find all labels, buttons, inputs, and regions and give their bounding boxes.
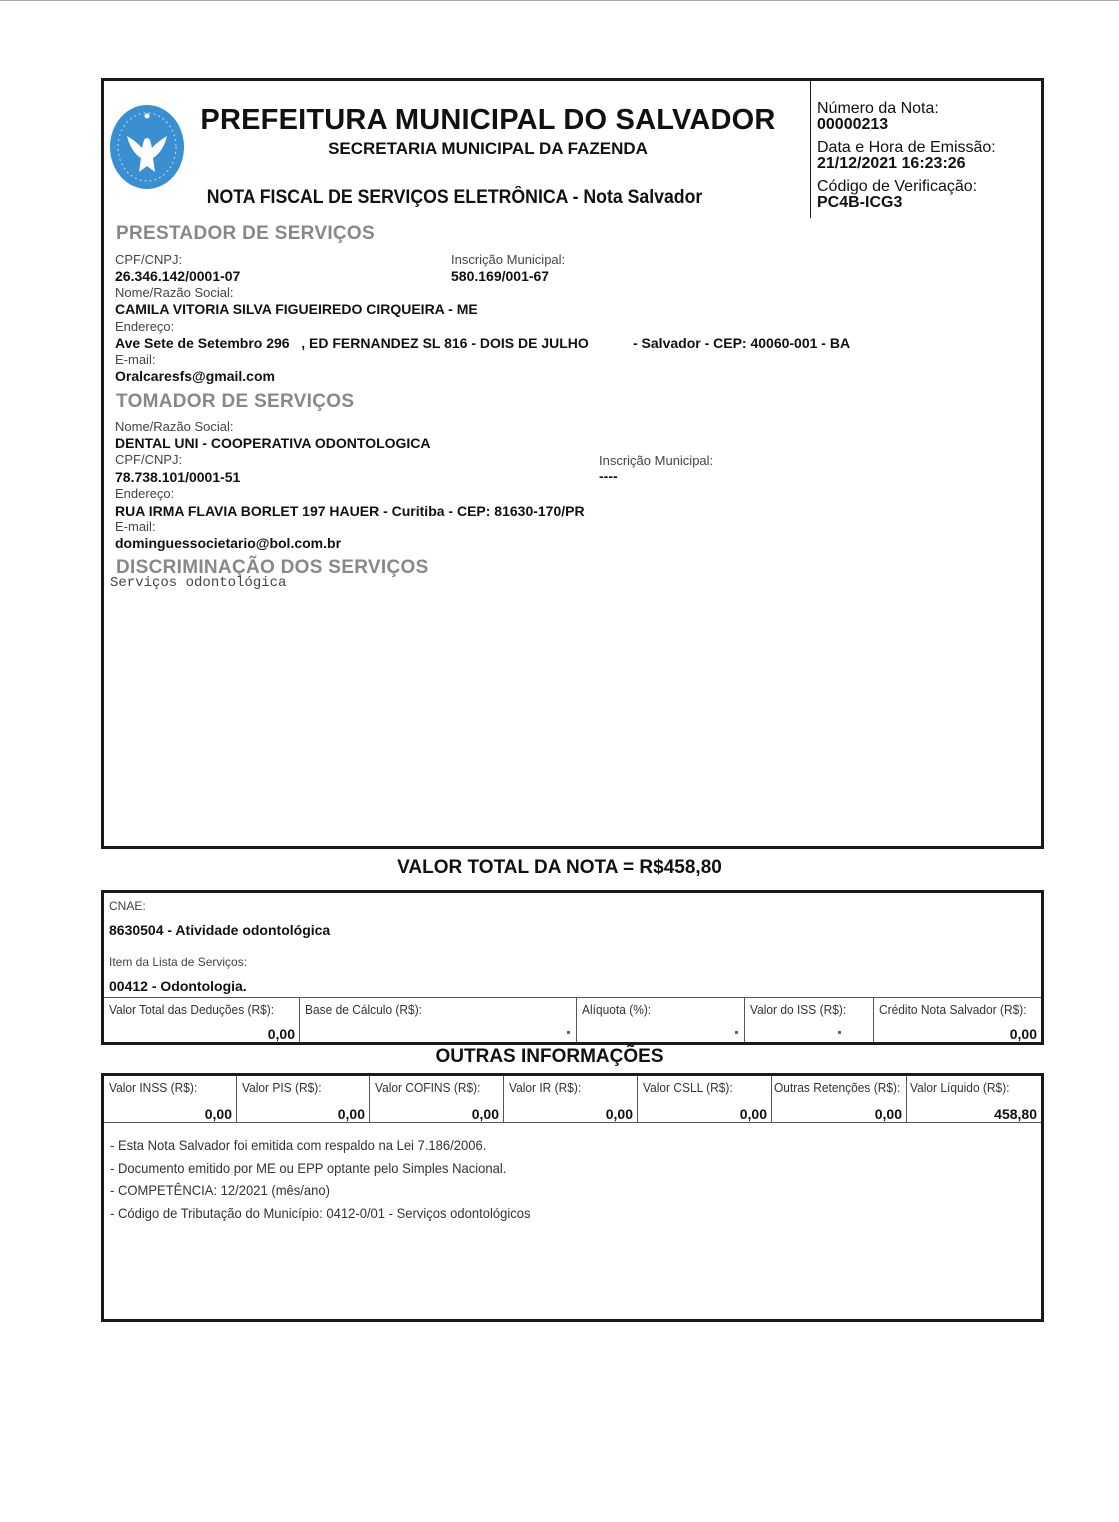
note-law: - Esta Nota Salvador foi emitida com respaldo na Lei 7.186/2006. bbox=[110, 1137, 487, 1153]
provider-address-city: - Salvador - CEP: 40060-001 - BA bbox=[633, 335, 851, 351]
note-number-label: Número da Nota: bbox=[817, 100, 939, 117]
provider-name-value: CAMILA VITORIA SILVA FIGUEIREDO CIRQUEIRA - ME bbox=[115, 301, 478, 317]
service-description-text: Serviços odontológica bbox=[110, 575, 287, 591]
rate-value bbox=[735, 1031, 738, 1034]
customer-email-label: E-mail: bbox=[115, 519, 156, 534]
customer-section bbox=[101, 386, 1044, 554]
provider-email-label: E-mail: bbox=[115, 352, 156, 367]
provider-section-title: PRESTADOR DE SERVIÇOS bbox=[116, 223, 375, 244]
inss-cell bbox=[104, 1076, 237, 1122]
other-info-section bbox=[101, 1073, 1044, 1322]
provider-cnpj-label: CPF/CNPJ: bbox=[115, 252, 183, 267]
calculation-base-cell bbox=[300, 998, 577, 1042]
withholdings-row bbox=[104, 1076, 1041, 1123]
service-list-item-label: Item da Lista de Serviços: bbox=[109, 955, 248, 969]
ir-value: 0,00 bbox=[605, 1106, 633, 1122]
cnae-label: CNAE: bbox=[109, 899, 146, 913]
customer-section-title: TOMADOR DE SERVIÇOS bbox=[116, 391, 355, 412]
iss-value-value bbox=[838, 1031, 841, 1034]
provider-cnpj-value: 26.346.142/0001-07 bbox=[115, 268, 241, 284]
page-subtitle: SECRETARIA MUNICIPAL DA FAZENDA bbox=[328, 139, 648, 158]
salvador-credit-value: 0,00 bbox=[1009, 1026, 1037, 1042]
net-value-cell bbox=[907, 1076, 1041, 1122]
deductions-value: 0,00 bbox=[267, 1026, 295, 1042]
other-retentions-cell bbox=[772, 1076, 907, 1122]
customer-cnpj-label: CPF/CNPJ: bbox=[115, 452, 183, 467]
net-value-value: 458,80 bbox=[994, 1106, 1037, 1122]
deductions-cell bbox=[104, 998, 300, 1042]
customer-email-value: dominguessocietario@bol.com.br bbox=[115, 535, 342, 551]
note-simples-nacional: - Documento emitido por ME ou EPP optante pelo Simples Nacional. bbox=[110, 1159, 507, 1176]
salvador-credit-label: Crédito Nota Salvador (R$): bbox=[879, 1002, 1027, 1017]
service-description-title: DISCRIMINAÇÃO DOS SERVIÇOS bbox=[116, 557, 429, 578]
customer-municipal-registration-label: Inscrição Municipal: bbox=[599, 453, 714, 468]
csll-label: Valor CSLL (R$): bbox=[643, 1080, 733, 1095]
customer-name-value: DENTAL UNI - COOPERATIVA ODONTOLOGICA bbox=[115, 435, 431, 451]
invoice-header bbox=[101, 78, 1044, 220]
customer-address-value: RUA IRMA FLAVIA BORLET 197 HAUER - Curitiba - CEP: 81630-170/PR bbox=[115, 503, 585, 519]
other-retentions-label: Outras Retenções (R$): bbox=[774, 1080, 901, 1095]
net-value-label: Valor Líquido (R$): bbox=[910, 1080, 1010, 1095]
provider-address-label: Endereço: bbox=[115, 319, 175, 334]
ir-label: Valor IR (R$): bbox=[509, 1080, 582, 1095]
header-divider bbox=[810, 81, 811, 218]
iss-value-label: Valor do ISS (R$): bbox=[750, 1002, 847, 1017]
inss-label: Valor INSS (R$): bbox=[109, 1080, 198, 1095]
cofins-value: 0,00 bbox=[471, 1106, 499, 1122]
provider-name-label: Nome/Razão Social: bbox=[115, 285, 234, 300]
customer-address-label: Endereço: bbox=[115, 486, 175, 501]
salvador-credit-cell bbox=[874, 998, 1041, 1042]
cofins-cell bbox=[370, 1076, 504, 1122]
page-title: PREFEITURA MUNICIPAL DO SALVADOR bbox=[200, 104, 776, 136]
service-details-section bbox=[101, 890, 1044, 1045]
note-competencia: - COMPETÊNCIA: 12/2021 (mês/ano) bbox=[110, 1182, 330, 1198]
tax-fields-row bbox=[104, 997, 1041, 1042]
pis-value: 0,00 bbox=[337, 1106, 365, 1122]
service-description-section bbox=[101, 552, 1044, 849]
deductions-label: Valor Total das Deduções (R$): bbox=[109, 1002, 275, 1017]
csll-cell bbox=[638, 1076, 772, 1122]
iss-value-cell bbox=[745, 998, 874, 1042]
customer-name-label: Nome/Razão Social: bbox=[115, 419, 234, 434]
ir-cell bbox=[504, 1076, 638, 1122]
customer-municipal-registration-value: ---- bbox=[599, 468, 618, 484]
issue-date-label: Data e Hora de Emissão: bbox=[817, 139, 996, 156]
invoice-total: VALOR TOTAL DA NOTA = R$458,80 bbox=[397, 857, 722, 878]
provider-municipal-registration-label: Inscrição Municipal: bbox=[451, 252, 566, 267]
calculation-base-label: Base de Cálculo (R$): bbox=[305, 1002, 422, 1017]
cofins-label: Valor COFINS (R$): bbox=[375, 1080, 481, 1095]
provider-section bbox=[101, 218, 1044, 388]
pis-label: Valor PIS (R$): bbox=[242, 1080, 322, 1095]
verification-code-label: Código de Verificação: bbox=[817, 178, 978, 195]
document-type: NOTA FISCAL DE SERVIÇOS ELETRÔNICA - Nota Salvador bbox=[206, 187, 703, 208]
provider-address-value: Ave Sete de Setembro 296 , ED FERNANDEZ SL 816 - DOIS DE JULHO bbox=[115, 335, 589, 351]
note-number-value: 00000213 bbox=[817, 116, 889, 133]
provider-municipal-registration-value: 580.169/001-67 bbox=[451, 268, 550, 284]
verification-code-value: PC4B-ICG3 bbox=[817, 194, 903, 211]
service-list-item-value: 00412 - Odontologia. bbox=[109, 978, 247, 994]
note-tax-code: - Código de Tributação do Município: 0412-0/01 - Serviços odontológicos bbox=[110, 1204, 531, 1221]
csll-value: 0,00 bbox=[739, 1106, 767, 1122]
cnae-value: 8630504 - Atividade odontológica bbox=[109, 922, 331, 938]
rate-cell bbox=[577, 998, 745, 1042]
provider-email-value: Oralcaresfs@gmail.com bbox=[115, 368, 275, 384]
inss-value: 0,00 bbox=[204, 1106, 232, 1122]
customer-cnpj-value: 78.738.101/0001-51 bbox=[115, 469, 241, 485]
other-info-title: OUTRAS INFORMAÇÕES bbox=[435, 1046, 664, 1067]
rate-label: Alíquota (%): bbox=[582, 1002, 652, 1017]
pis-cell bbox=[237, 1076, 370, 1122]
calculation-base-value bbox=[567, 1031, 570, 1034]
other-retentions-value: 0,00 bbox=[874, 1106, 902, 1122]
other-info-notes bbox=[110, 1134, 531, 1224]
issue-date-value: 21/12/2021 16:23:26 bbox=[817, 155, 966, 172]
